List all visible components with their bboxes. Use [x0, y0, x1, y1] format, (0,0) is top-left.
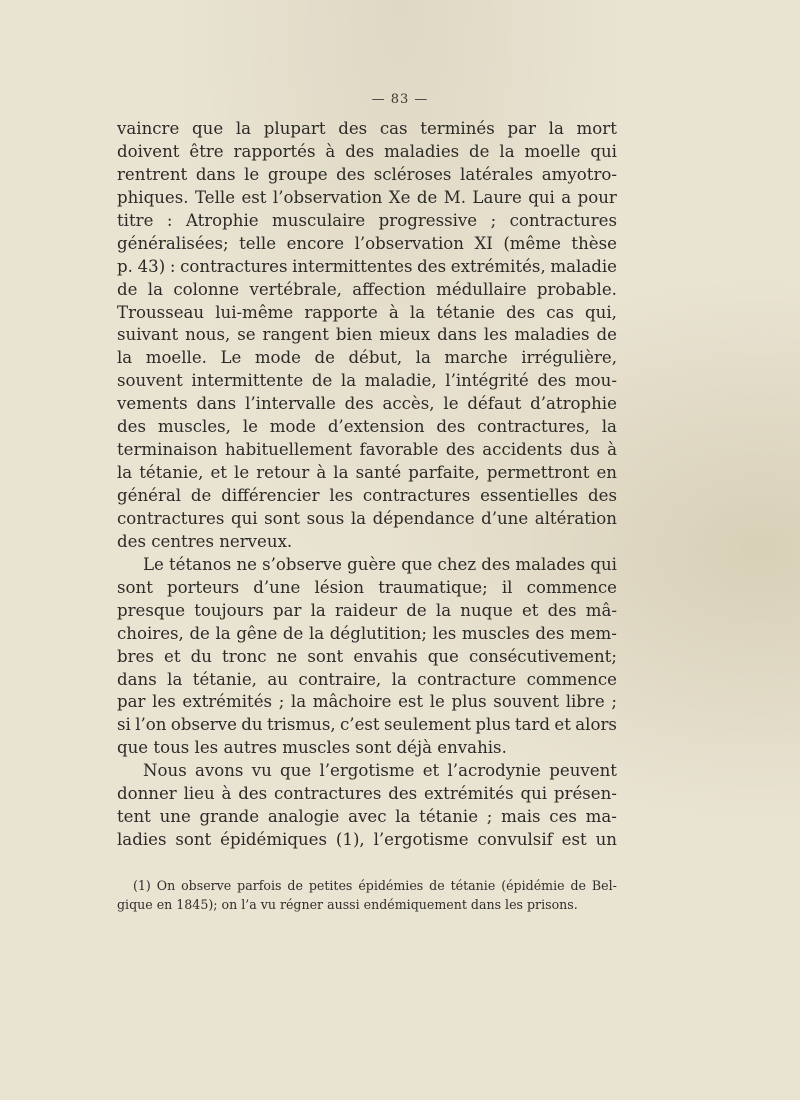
text-line: dans la tétanie, au contraire, la contracture commence	[117, 669, 617, 689]
text-line: par les extrémités ; la mâchoire est le plus souvent libre ;	[117, 692, 617, 712]
text-line: phiques. Telle est l’observation Xe de M. Laure qui a pour	[117, 187, 617, 207]
text-line: donner lieu à des contractures des extrémités qui présen-	[117, 784, 617, 804]
text-line: général de différencier les contractures essentielles des	[117, 486, 617, 505]
text-line: sont porteurs d’une lésion traumatique; il commence	[117, 577, 617, 597]
footnote-line: (1) On observe parfois de petites épidémies de tétanie (épidémie de Bel-	[133, 878, 617, 893]
text-line: p. 43) : contractures intermittentes des extrémités, maladie	[117, 256, 617, 276]
text-line: généralisées; telle encore l’observation XI (même thèse	[117, 233, 617, 253]
body-text	[117, 118, 617, 852]
footnote-line: gique en 1845); on l’a vu régner aussi endémiquement dans les prisons.	[117, 897, 578, 912]
text-line: doivent être rapportés à des maladies de la moelle qui	[117, 141, 617, 161]
text-line: ladies sont épidémiques (1), l’ergotisme convulsif est un	[117, 830, 617, 850]
text-line: souvent intermittente de la maladie, l’intégrité des mou-	[117, 371, 617, 391]
text-line: bres et du tronc ne sont envahis que consécutivement;	[117, 646, 617, 666]
text-line: suivant nous, se rangent bien mieux dans les maladies de	[117, 325, 617, 345]
text-line: vements dans l’intervalle des accès, le défaut d’atrophie	[117, 394, 617, 414]
text-line: Trousseau lui-même rapporte à la tétanie des cas qui,	[117, 302, 617, 322]
text-line: Le tétanos ne s’observe guère que chez des malades qui	[143, 554, 617, 574]
text-line: Nous avons vu que l’ergotisme et l’acrodynie peuvent	[143, 761, 617, 781]
text-line: presque toujours par la raideur de la nuque et des mâ-	[117, 600, 617, 620]
text-line: des muscles, le mode d’extension des contractures, la	[117, 417, 617, 437]
text-line: contractures qui sont sous la dépendance d’une altération	[117, 508, 617, 528]
text-line: tent une grande analogie avec la tétanie ; mais ces ma-	[117, 807, 617, 827]
text-line: de la colonne vertébrale, affection médullaire probable.	[117, 279, 617, 299]
text-line: terminaison habituellement favorable des accidents dus à	[117, 440, 617, 460]
footnote	[117, 876, 617, 914]
text-line: choires, de la gêne de la déglutition; les muscles des mem-	[117, 623, 617, 643]
page-number: — 83 —	[371, 92, 429, 107]
text-line: titre : Atrophie musculaire progressive ; contractures	[117, 210, 617, 230]
text-line: des centres nerveux.	[117, 531, 293, 551]
text-line: la tétanie, et le retour à la santé parfaite, permettront en	[117, 463, 617, 483]
text-line: vaincre que la plupart des cas terminés par la mort	[117, 119, 617, 138]
text-line: si l’on observe du trismus, c’est seulement plus tard et alors	[117, 715, 617, 735]
text-line: rentrent dans le groupe des scléroses latérales amyotro-	[117, 164, 617, 184]
text-line: que tous les autres muscles sont déjà envahis.	[117, 738, 507, 758]
text-line: la moelle. Le mode de début, la marche irrégulière,	[117, 348, 617, 368]
